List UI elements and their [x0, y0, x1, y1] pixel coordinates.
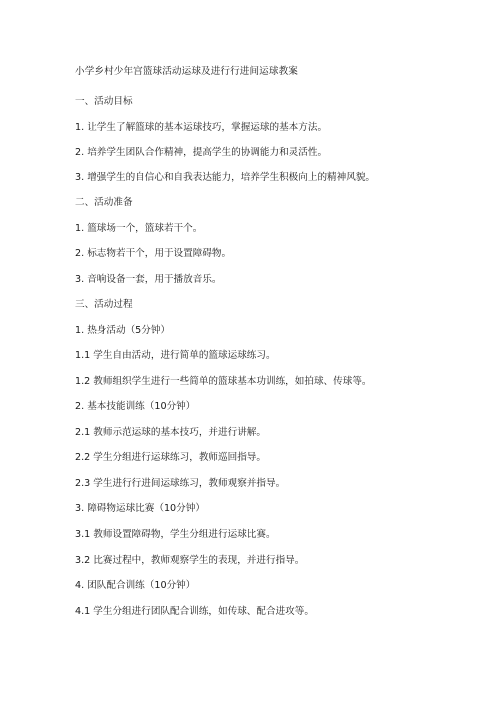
paragraph: 2.1 教师示范运球的基本技巧，并进行讲解。 [75, 427, 266, 438]
paragraph: 1.2 教师组织学生进行一些简单的篮球基本功训练，如拍球、传球等。 [75, 376, 372, 387]
document-title: 小学乡村少年宫篮球活动运球及进行行进间运球教案 [75, 66, 298, 77]
paragraph: 4.1 学生分组进行团队配合训练，如传球、配合进攻等。 [75, 606, 314, 617]
paragraph: 2.3 学生进行行进间运球练习，教师观察并指导。 [75, 478, 286, 489]
paragraph: 1. 篮球场一个，篮球若干个。 [75, 223, 203, 234]
paragraph: 2. 标志物若干个，用于设置障碍物。 [75, 248, 232, 259]
paragraph: 1.1 学生自由活动，进行简单的篮球运球练习。 [75, 350, 276, 361]
paragraph: 3. 增强学生的自信心和自我表达能力，培养学生积极向上的精神风貌。 [75, 172, 376, 183]
paragraph: 2. 培养学生团队合作精神，提高学生的协调能力和灵活性。 [75, 147, 328, 158]
paragraph: 4. 团队配合训练（10分钟） [75, 580, 196, 591]
paragraph: 3. 障碍物运球比赛（10分钟） [75, 503, 205, 514]
paragraph: 1. 热身活动（5分钟） [75, 325, 171, 336]
paragraph: 2.2 学生分组进行运球练习，教师巡回指导。 [75, 452, 266, 463]
paragraph: 1. 让学生了解篮球的基本运球技巧，掌握运球的基本方法。 [75, 122, 328, 133]
paragraph: 3. 音响设备一套，用于播放音乐。 [75, 274, 222, 285]
section-heading-goals: 一、活动目标 [75, 96, 133, 107]
paragraph: 2. 基本技能训练（10分钟） [75, 401, 196, 412]
section-heading-preparation: 二、活动准备 [75, 197, 133, 208]
paragraph: 3.2 比赛过程中，教师观察学生的表现，并进行指导。 [75, 555, 305, 566]
paragraph: 3.1 教师设置障碍物，学生分组进行运球比赛。 [75, 529, 276, 540]
section-heading-process: 三、活动过程 [75, 299, 133, 310]
